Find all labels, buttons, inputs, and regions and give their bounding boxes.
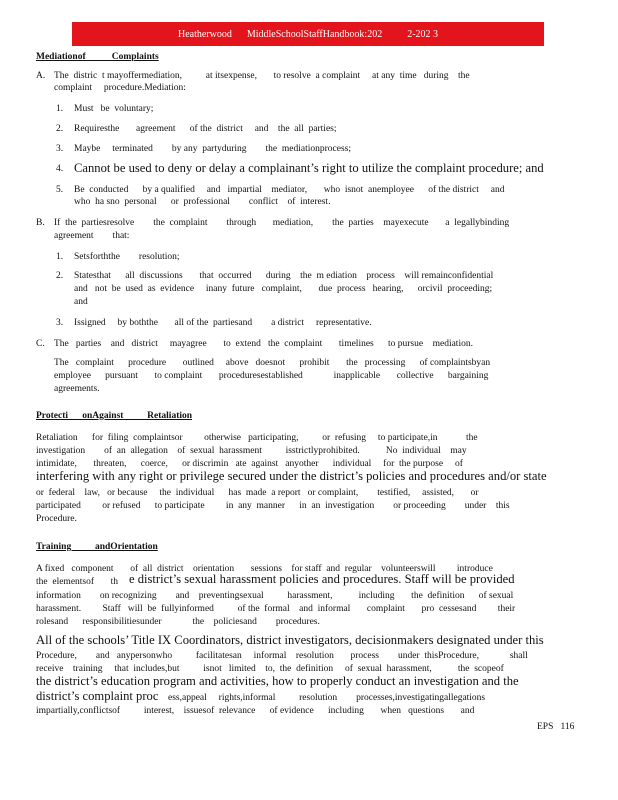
- retaliation-line: interfering with any right or privilege secured under the district’s policies and procedures and/or state: [36, 469, 547, 483]
- training-section-title: Training andOrientation: [36, 542, 158, 552]
- training-line: A fixed component of all district orientation sessions for staff and regular volunteerswill introduce: [36, 564, 493, 574]
- list-item: and not be used as evidence inany future complaint, due process hearing, orcivil proceeding;: [74, 284, 493, 294]
- list-item: Maybe terminated by any partyduring the mediationprocess;: [74, 144, 352, 154]
- retaliation-line: participated or refused to participate in any manner in an investigation or proceeding under this: [36, 501, 510, 511]
- list-item: Be conducted by a qualified and impartial mediator, who isnot anemployee of the district and: [74, 185, 505, 195]
- item-c-paragraph: employee pursuant to complaint proceduresestablished inapplicable collective bargaining: [54, 371, 489, 381]
- handbook-header-bar: [72, 22, 544, 46]
- list-number: 5.: [56, 185, 64, 195]
- list-item: Issigned by boththe all of the partiesand a district representative.: [74, 318, 372, 328]
- list-number: 1.: [56, 252, 64, 262]
- retaliation-line: investigation of an allegation of sexual harassment isstrictlyprohibited. No individual may: [36, 446, 467, 456]
- item-c-line: The parties and district mayagree to extend the complaint timelines to pursue mediation.: [54, 339, 473, 349]
- item-a-label: A.: [36, 71, 46, 81]
- retaliation-line: Retaliation for filing complaintsor otherwise participating, or refusing to participate,in the: [36, 433, 478, 443]
- item-c-label: C.: [36, 339, 45, 349]
- list-number: 4.: [56, 164, 64, 174]
- retaliation-section-title: Protecti onAgainst Retaliation: [36, 411, 193, 421]
- item-c-paragraph: agreements.: [54, 384, 100, 394]
- training-line: receive training that includes,but isnot limited to, the definition of sexual harassment, the scopeof: [36, 664, 504, 674]
- list-number: 2.: [56, 271, 64, 281]
- training-line: rolesand responsibilitiesunder the policiesand procedures.: [36, 617, 320, 627]
- list-item: Setsforththe resolution;: [74, 252, 180, 262]
- training-line: impartially,conflictsof interest, issuesof relevance of evidence including when questions and: [36, 706, 475, 716]
- item-b-line: If the partiesresolve the complaint through mediation, the parties mayexecute a legallybinding: [54, 218, 510, 228]
- list-item: who ha sno personal or professional conflict of interest.: [74, 197, 331, 207]
- list-number: 3.: [56, 144, 64, 154]
- retaliation-line: Procedure.: [36, 514, 77, 524]
- list-item: Must be voluntary;: [74, 104, 154, 114]
- list-item: Requiresthe agreement of the district and the all parties;: [74, 124, 337, 134]
- item-a-line: The distric t mayoffermediation, at itsexpense, to resolve a complaint at any time during the: [54, 71, 470, 81]
- training-line: ess,appeal rights,informal resolution processes,investigatingallegations: [168, 693, 486, 703]
- item-c-paragraph: The complaint procedure outlined above doesnot prohibit the processing of complaintsbyan: [54, 358, 491, 368]
- training-line: Procedure, and anypersonwho facilitatesan informal resolution process under thisProcedure, shall: [36, 651, 528, 661]
- list-number: 2.: [56, 124, 64, 134]
- retaliation-line: or federal law, or because the individual has made a report or complaint, testified, assisted, or: [36, 488, 479, 498]
- mediation-section-title: Mediationof Complaints: [36, 52, 159, 62]
- list-number: 3.: [56, 318, 64, 328]
- training-line: harassment. Staff will be fullyinformed of the formal and informal complaint pro cessesand their: [36, 604, 516, 614]
- retaliation-line: intimidate, threaten, coerce, or discrimin ate against anyother individual for the purpose of: [36, 459, 463, 469]
- list-number: 1.: [56, 104, 64, 114]
- list-item: Statesthat all discussions that occurred during the m ediation process will remainconfidential: [74, 271, 494, 281]
- item-b-line: agreement that:: [54, 231, 130, 241]
- list-item: Cannot be used to deny or delay a complainant’s right to utilize the complaint procedure; and: [74, 161, 544, 175]
- training-line: the elementsof th: [36, 577, 121, 587]
- page-code: EPS 116: [537, 722, 575, 732]
- training-line: district’s complaint proc: [36, 689, 159, 703]
- training-line: e district’s sexual harassment policies and procedures. Staff will be provided: [129, 572, 515, 586]
- training-line: the district’s education program and activities, how to properly conduct an investigation and the: [36, 674, 519, 688]
- handbook-title: Heatherwood MiddleSchoolStaffHandbook:202 2-202 3: [177, 28, 439, 40]
- item-a-line: complaint procedure.Mediation:: [54, 83, 186, 93]
- list-item: and: [74, 297, 88, 307]
- training-line: All of the schools’ Title IX Coordinators, district investigators, decisionmakers designated under this: [36, 633, 544, 647]
- training-line: information on recognizing and preventingsexual harassment, including the definition of sexual: [36, 591, 514, 601]
- item-b-label: B.: [36, 218, 45, 228]
